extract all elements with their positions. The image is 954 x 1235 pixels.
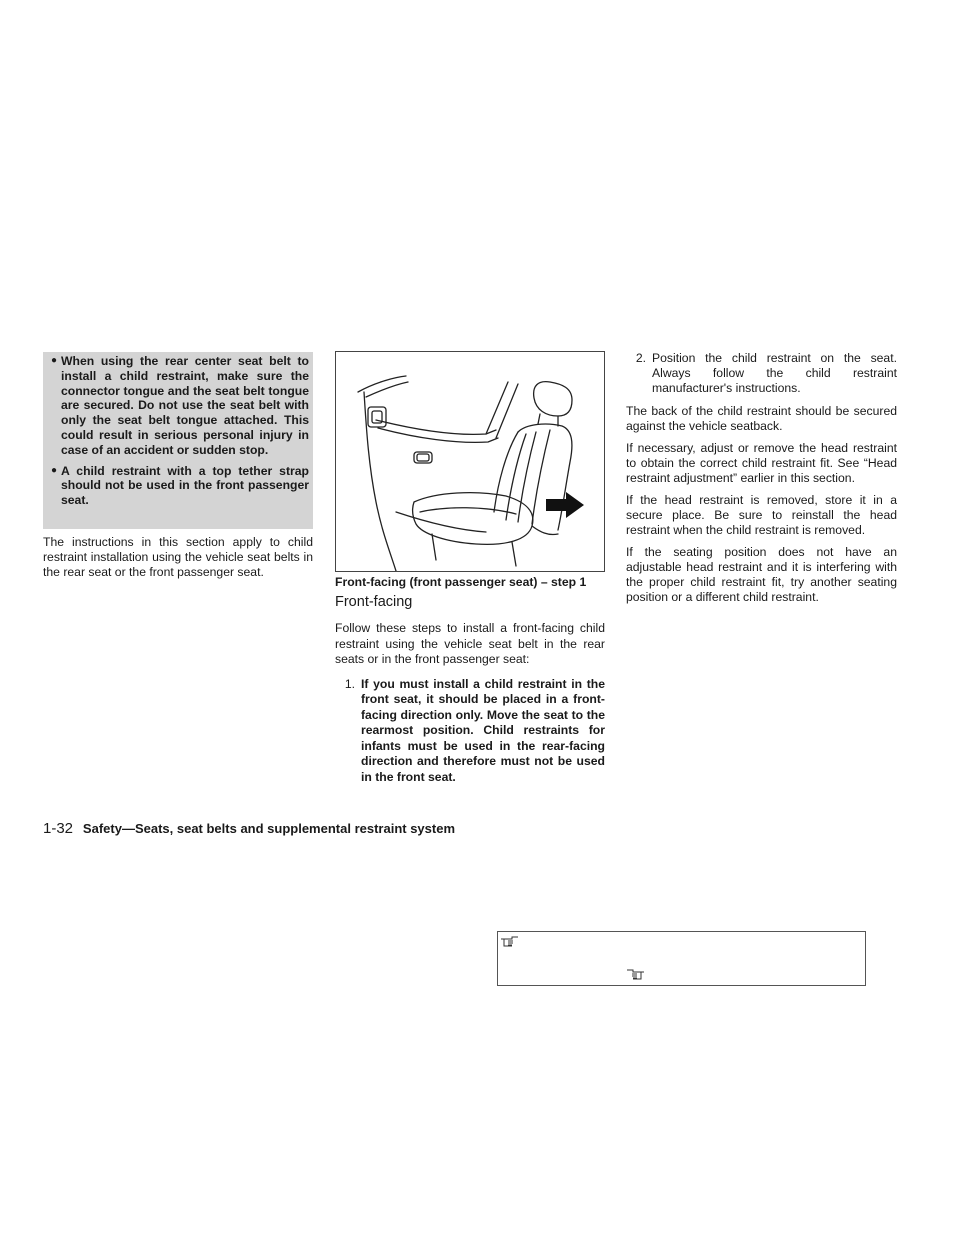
paragraph: If the seating position does not have an adjustable head restraint and it is interfering with the proper child restraint fit, try another seating position or a different child restraint. bbox=[626, 545, 897, 604]
bullet-icon: ● bbox=[50, 355, 58, 366]
right-column bbox=[626, 351, 897, 612]
section-title: Safety—Seats, seat belts and supplemental restraint system bbox=[82, 821, 456, 836]
step-number: 2. bbox=[635, 351, 646, 365]
arrow-right-icon bbox=[546, 492, 584, 518]
middle-column bbox=[335, 621, 605, 786]
page-number: 1-32 bbox=[43, 820, 74, 837]
seat-illustration bbox=[335, 351, 605, 572]
step-text: If you must install a child restraint in the front seat, it should be placed in a front-facing direction only. Move the seat to the rearmost position. Child restraints for infants must be used in the rear-facing direction and therefore must not be used in the front seat. bbox=[361, 676, 605, 785]
paragraph: If the head restraint is removed, store it in a secure place. Be sure to reinstall the head restraint when the child restraint is removed. bbox=[626, 493, 897, 537]
warning-text: A child restraint with a top tether strap should not be used in the front passenger seat. bbox=[61, 463, 309, 508]
warning-box bbox=[43, 352, 313, 529]
intro-paragraph: The instructions in this section apply to child restraint installation using the vehicle seat belts in the rear seat or the front passenger seat. bbox=[43, 535, 313, 579]
pointing-hand-icon[interactable] bbox=[500, 934, 520, 948]
warning-item bbox=[47, 464, 309, 508]
section-heading: Front-facing bbox=[335, 594, 413, 610]
pointing-hand-icon[interactable] bbox=[625, 967, 645, 981]
step-number: 1. bbox=[344, 676, 355, 691]
step-2 bbox=[626, 351, 897, 396]
warning-text: When using the rear center seat belt to install a child restraint, make sure the connector tongue and the seat belt tongue are secured. Do not use the seat belt with only the seat belt tongue attached. This could result in serious personal injury in case of an accident or sudden stop. bbox=[61, 354, 309, 457]
bullet-icon: ● bbox=[50, 464, 58, 476]
step-text: Position the child restraint on the seat. Always follow the child restraint manufacturer's instructions. bbox=[652, 351, 897, 395]
paragraph: If necessary, adjust or remove the head restraint to obtain the correct child restraint fit. See “Head restraint adjustment” earlier in this section. bbox=[626, 441, 897, 485]
page-footer bbox=[43, 820, 455, 837]
step-1 bbox=[335, 677, 605, 786]
navigation-box bbox=[497, 931, 866, 986]
paragraph: The back of the child restraint should be secured against the vehicle seatback. bbox=[626, 404, 897, 433]
figure-caption: Front-facing (front passenger seat) – step 1 bbox=[335, 575, 587, 589]
warning-item bbox=[47, 354, 309, 458]
car-seat-drawing bbox=[336, 352, 604, 571]
left-column bbox=[43, 535, 313, 587]
instruction-paragraph: Follow these steps to install a front-facing child restraint using the vehicle seat belt in the rear seats or in the front passenger seat: bbox=[335, 621, 605, 666]
